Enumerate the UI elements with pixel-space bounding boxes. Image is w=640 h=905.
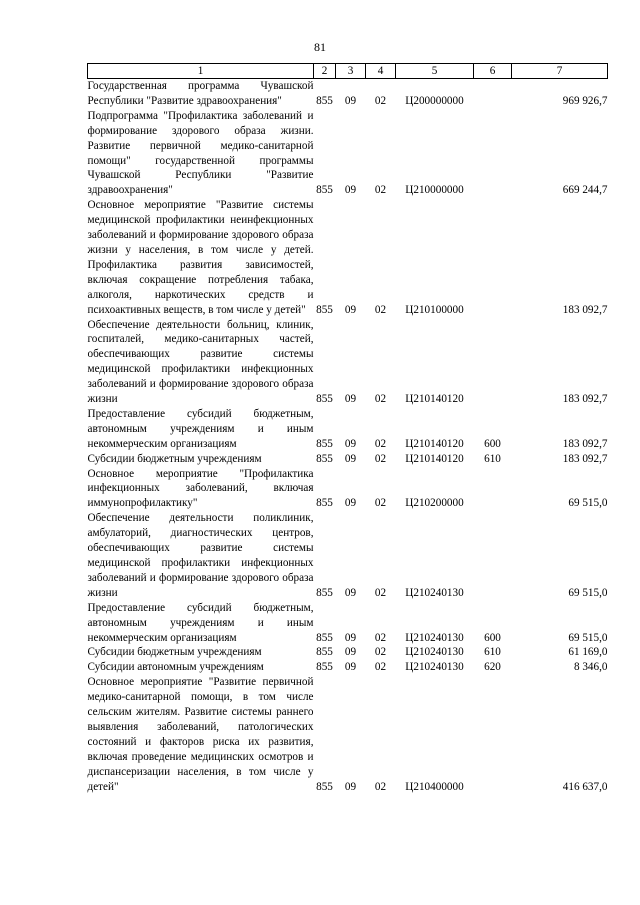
row-expense-type [474,198,512,317]
header-col-5: 5 [396,64,474,79]
row-expense-type: 600 [484,437,501,450]
row-name: Государственная программа Чувашской Республики "Развитие здравоохранения" [87,80,314,107]
table-row [88,109,608,198]
header-col-3: 3 [336,64,366,79]
row-expense-type: 610 [484,452,501,465]
row-target-article: Ц210000000 [405,184,464,197]
row-name: Обеспечение деятельности поликлиник, амбулаторий, диагностических центров, обеспечивающих развитие системы медицинской профилактики инфекционных заболеваний и формирование здорового образа жизни [87,512,314,599]
row-subsection: 02 [374,646,387,659]
row-section: 09 [344,646,357,659]
row-amount: 183 092,7 [562,437,608,450]
row-grbs: 855 [316,437,333,450]
table-row [88,511,608,600]
row-section: 09 [344,303,357,316]
row-section: 09 [344,393,357,406]
budget-table [87,63,608,795]
row-name: Предоставление субсидий бюджетным, автономным учреждениям и иным некоммерческим организациям [87,407,314,450]
row-subsection: 02 [374,661,387,674]
row-subsection: 02 [374,631,387,644]
row-expense-type [474,467,512,512]
row-amount: 8 346,0 [573,661,608,674]
row-grbs: 855 [316,631,333,644]
header-col-7: 7 [512,64,608,79]
row-target-article: Ц210240130 [405,631,464,644]
row-name: Подпрограмма "Профилактика заболеваний и формирование здорового образа жизни. Развитие первичной медико-санитарной помощи" государственной программы Чувашской Республики "Развитие здравоохранения" [87,109,314,197]
row-grbs: 855 [316,94,333,107]
table-row [88,660,608,675]
row-section: 09 [344,497,357,510]
row-amount: 183 092,7 [562,303,608,316]
row-grbs: 855 [316,646,333,659]
row-section: 09 [344,184,357,197]
row-subsection: 02 [374,184,387,197]
row-section: 09 [344,586,357,599]
row-subsection: 02 [374,303,387,316]
row-expense-type: 620 [484,661,501,674]
row-amount: 183 092,7 [562,393,608,406]
row-subsection: 02 [374,437,387,450]
table-row [88,467,608,512]
header-col-6: 6 [474,64,512,79]
row-target-article: Ц210140120 [405,452,464,465]
row-section: 09 [344,94,357,107]
page-number: 81 [314,40,326,54]
row-name: Основное мероприятие "Развитие системы медицинской профилактики неинфекционных заболеваний и формирование здорового образа жизни у населения, в том числе у детей. Профилактика развития зависимостей, включая сокращение потребления табака, алкоголя, наркотических средств и психоактивных веществ, в том числе у детей" [87,199,314,316]
row-target-article: Ц210100000 [405,303,464,316]
row-amount: 69 515,0 [568,497,608,510]
row-grbs: 855 [316,780,333,793]
row-name: Основное мероприятие "Профилактика инфекционных заболеваний, включая иммунопрофилактику" [87,467,314,510]
row-expense-type: 610 [484,646,501,659]
row-expense-type: 600 [484,631,501,644]
row-name: Предоставление субсидий бюджетным, автономным учреждениям и иным некоммерческим организациям [87,601,314,644]
row-subsection: 02 [374,393,387,406]
table-row [88,675,608,794]
row-amount: 969 926,7 [562,94,608,107]
row-grbs: 855 [316,452,333,465]
row-amount: 183 092,7 [562,452,608,465]
row-expense-type [474,675,512,794]
header-col-2: 2 [314,64,336,79]
table-header-row [88,64,608,79]
row-target-article: Ц210240130 [405,661,464,674]
row-grbs: 855 [316,497,333,510]
row-name: Субсидии автономным учреждениям [87,661,264,674]
row-section: 09 [344,452,357,465]
row-expense-type [474,79,512,109]
row-name: Субсидии бюджетным учреждениям [87,452,262,465]
row-expense-type [474,109,512,198]
row-subsection: 02 [374,586,387,599]
table-row [88,407,608,452]
row-amount: 669 244,7 [562,184,608,197]
row-target-article: Ц210200000 [405,497,464,510]
row-section: 09 [344,661,357,674]
row-target-article: Ц210140120 [405,437,464,450]
row-amount: 416 637,0 [562,780,608,793]
row-expense-type [474,318,512,407]
row-grbs: 855 [316,661,333,674]
header-col-1: 1 [88,64,314,79]
row-subsection: 02 [374,452,387,465]
row-amount: 69 515,0 [568,631,608,644]
row-name: Основное мероприятие "Развитие первичной медико-санитарной помощи, в том числе сельским жителям. Развитие системы раннего выявления заболеваний, патологических состояний и факторов риска их развития, включая проведение медицинских осмотров и диспансеризации населения, в том числе у детей" [87,676,314,793]
row-target-article: Ц200000000 [405,94,464,107]
row-amount: 69 515,0 [568,586,608,599]
row-amount: 61 169,0 [568,646,608,659]
table-row [88,318,608,407]
row-target-article: Ц210240130 [405,646,464,659]
table-row [88,198,608,317]
row-section: 09 [344,780,357,793]
row-expense-type [474,511,512,600]
row-grbs: 855 [316,586,333,599]
row-section: 09 [344,437,357,450]
row-target-article: Ц210240130 [405,586,464,599]
table-row [88,601,608,646]
row-name: Субсидии бюджетным учреждениям [87,646,262,659]
row-grbs: 855 [316,184,333,197]
row-subsection: 02 [374,780,387,793]
table-row [88,79,608,109]
header-col-4: 4 [366,64,396,79]
row-section: 09 [344,631,357,644]
table-row [88,452,608,467]
row-name: Обеспечение деятельности больниц, клиник, госпиталей, медико-санитарных частей, обеспечивающих развитие системы медицинской профилактики инфекционных заболеваний и формирование здорового образа жизни [87,318,314,406]
row-grbs: 855 [316,393,333,406]
table-row [88,645,608,660]
row-grbs: 855 [316,303,333,316]
row-subsection: 02 [374,497,387,510]
row-subsection: 02 [374,94,387,107]
row-target-article: Ц210400000 [405,780,464,793]
row-target-article: Ц210140120 [405,393,464,406]
